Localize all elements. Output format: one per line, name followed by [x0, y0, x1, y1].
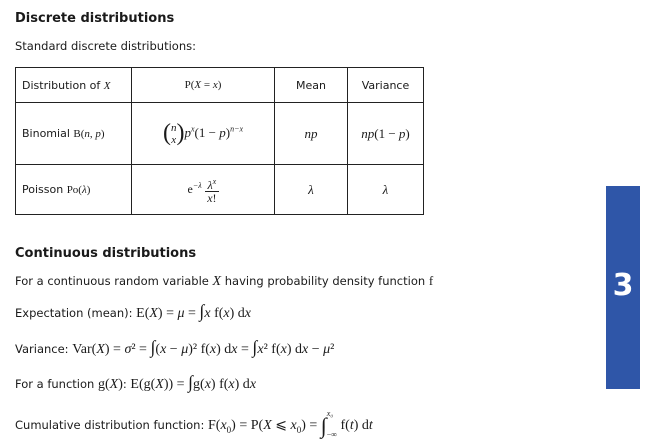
variance-line: Variance: Var(X) = σ² = ∫(x − μ)² f(x) dx = ∫x² f(x) dx − μ²: [15, 337, 335, 357]
poisson-dist: Poisson Po(λ): [16, 165, 132, 215]
continuous-heading: Continuous distributions: [15, 246, 197, 261]
header-distribution: Distribution of X: [16, 68, 132, 103]
binomial-dist: Binomial B(n, p): [16, 103, 132, 165]
table-row: [16, 103, 424, 165]
function-line: For a function g(X): E(g(X)) = ∫g(x) f(x) dx: [15, 372, 257, 392]
poisson-mean: λ: [275, 165, 348, 215]
chapter-number: 3: [612, 268, 634, 303]
continuous-intro: For a continuous random variable X having probability density function f: [15, 273, 434, 289]
binomial-mean: np: [275, 103, 348, 165]
table-row: [16, 165, 424, 215]
table-header-row: [16, 68, 424, 103]
header-pmf: P(X = x): [132, 68, 275, 103]
expectation-line: Expectation (mean): E(X) = μ = ∫x f(x) dx: [15, 301, 252, 321]
distribution-table: [15, 67, 424, 215]
discrete-subtitle: Standard discrete distributions:: [15, 39, 196, 53]
binomial-pmf: ( n x )$p^x(1 - p)^{n-x}$: [132, 103, 275, 165]
cdf-line: Cumulative distribution function: $F(x_0) = P(X$ ⩽ $x_0$) = ∫ x₀ −∞ f(t) dt: [15, 409, 373, 439]
discrete-heading: Discrete distributions: [15, 11, 175, 26]
binomial-variance: np(1 − p): [348, 103, 424, 165]
header-variance: Variance: [348, 68, 424, 103]
poisson-variance: λ: [348, 165, 424, 215]
header-mean: Mean: [275, 68, 348, 103]
poisson-pmf: $e^{-\lambda}$ $\frac{\lambda^x}{x!}$: [132, 165, 275, 215]
